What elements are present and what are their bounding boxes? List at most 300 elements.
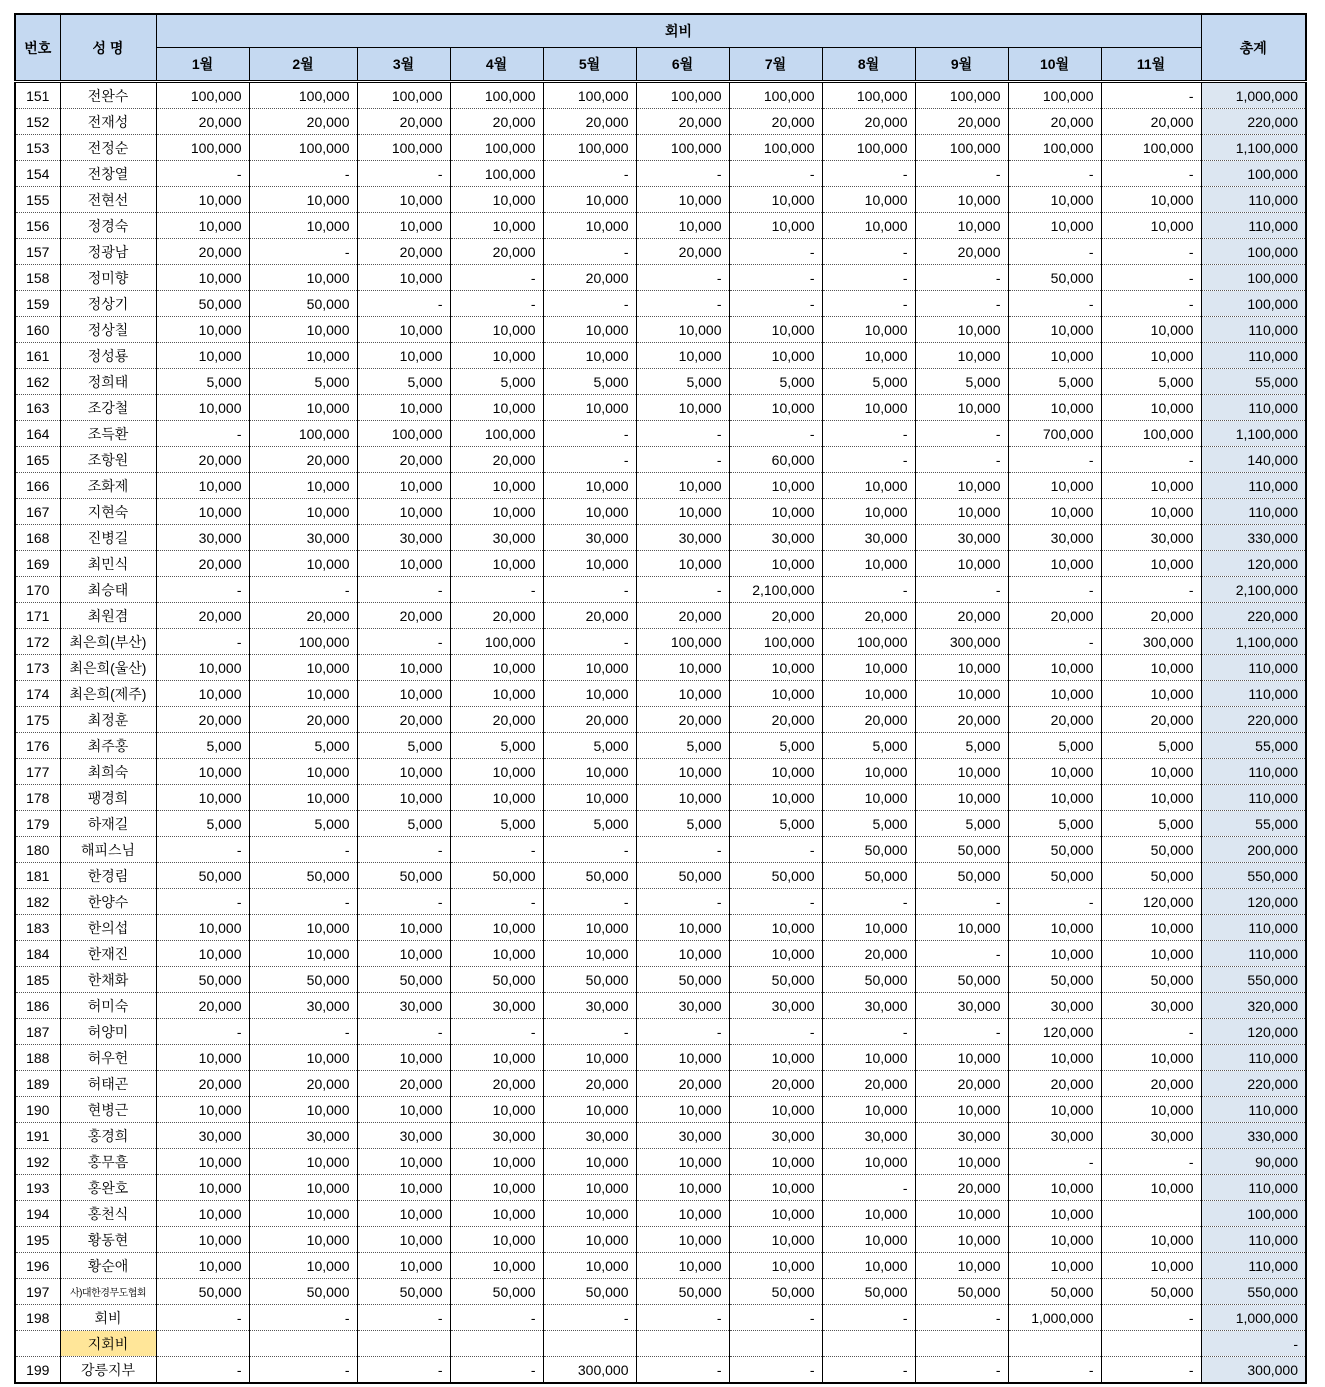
cell-month-6[interactable]: 10,000 — [636, 1045, 729, 1071]
cell-month-6[interactable]: 50,000 — [636, 1279, 729, 1305]
cell-month-9[interactable]: 10,000 — [915, 213, 1008, 239]
cell-month-8[interactable]: 20,000 — [822, 109, 915, 135]
cell-month-1[interactable]: 10,000 — [156, 187, 249, 213]
cell-month-3[interactable]: 100,000 — [357, 421, 450, 447]
cell-month-8[interactable]: - — [822, 447, 915, 473]
cell-month-9[interactable]: 100,000 — [915, 82, 1008, 109]
cell-month-11[interactable]: - — [1101, 1019, 1201, 1045]
cell-month-4[interactable]: 50,000 — [450, 1279, 543, 1305]
cell-total[interactable]: 110,000 — [1201, 1097, 1306, 1123]
cell-name[interactable]: 최승태 — [60, 577, 156, 603]
cell-month-10[interactable]: 20,000 — [1008, 109, 1101, 135]
cell-no[interactable] — [15, 1331, 60, 1357]
cell-month-6[interactable]: - — [636, 1357, 729, 1384]
cell-total[interactable]: 100,000 — [1201, 161, 1306, 187]
cell-month-7[interactable]: - — [729, 161, 822, 187]
cell-month-2[interactable]: 10,000 — [249, 1149, 357, 1175]
cell-month-10[interactable]: 10,000 — [1008, 473, 1101, 499]
cell-month-2[interactable]: 20,000 — [249, 1071, 357, 1097]
cell-month-6[interactable]: 10,000 — [636, 681, 729, 707]
cell-month-1[interactable]: 10,000 — [156, 1045, 249, 1071]
cell-month-3[interactable]: 10,000 — [357, 1045, 450, 1071]
cell-month-5[interactable]: 20,000 — [543, 603, 636, 629]
cell-name[interactable]: 조득환 — [60, 421, 156, 447]
cell-month-7[interactable]: 10,000 — [729, 1097, 822, 1123]
cell-month-9[interactable]: 30,000 — [915, 1123, 1008, 1149]
cell-month-9[interactable]: 30,000 — [915, 993, 1008, 1019]
cell-month-8[interactable]: - — [822, 889, 915, 915]
cell-month-9[interactable]: - — [915, 1305, 1008, 1331]
cell-name[interactable]: 정미향 — [60, 265, 156, 291]
cell-name[interactable]: 회비 — [60, 1305, 156, 1331]
cell-month-11[interactable]: 50,000 — [1101, 967, 1201, 993]
cell-month-10[interactable]: 10,000 — [1008, 343, 1101, 369]
cell-month-7[interactable]: 5,000 — [729, 733, 822, 759]
cell-month-10[interactable]: 10,000 — [1008, 1045, 1101, 1071]
cell-month-5[interactable]: 20,000 — [543, 109, 636, 135]
cell-month-9[interactable]: 20,000 — [915, 1071, 1008, 1097]
cell-no[interactable]: 152 — [15, 109, 60, 135]
cell-month-7[interactable]: 10,000 — [729, 395, 822, 421]
cell-month-2[interactable]: 10,000 — [249, 681, 357, 707]
cell-month-1[interactable]: 20,000 — [156, 109, 249, 135]
cell-name[interactable]: 한양수 — [60, 889, 156, 915]
cell-month-3[interactable]: - — [357, 837, 450, 863]
cell-month-3[interactable]: 10,000 — [357, 915, 450, 941]
cell-month-10[interactable]: - — [1008, 161, 1101, 187]
cell-month-7[interactable]: 10,000 — [729, 1253, 822, 1279]
cell-month-3[interactable]: 10,000 — [357, 785, 450, 811]
cell-month-6[interactable]: 30,000 — [636, 1123, 729, 1149]
cell-month-8[interactable]: 5,000 — [822, 733, 915, 759]
cell-no[interactable]: 191 — [15, 1123, 60, 1149]
cell-month-1[interactable]: 10,000 — [156, 1149, 249, 1175]
cell-month-8[interactable]: 20,000 — [822, 603, 915, 629]
cell-month-2[interactable]: - — [249, 161, 357, 187]
cell-name[interactable]: 정희태 — [60, 369, 156, 395]
cell-month-9[interactable]: 10,000 — [915, 1149, 1008, 1175]
cell-month-3[interactable]: 10,000 — [357, 1253, 450, 1279]
cell-month-11[interactable]: 10,000 — [1101, 1045, 1201, 1071]
cell-month-7[interactable]: 20,000 — [729, 707, 822, 733]
cell-month-4[interactable]: 10,000 — [450, 655, 543, 681]
cell-month-2[interactable]: 10,000 — [249, 1227, 357, 1253]
cell-name[interactable]: 한의섭 — [60, 915, 156, 941]
cell-total[interactable]: 550,000 — [1201, 967, 1306, 993]
cell-month-4[interactable]: 50,000 — [450, 967, 543, 993]
cell-month-4[interactable]: 10,000 — [450, 681, 543, 707]
cell-name[interactable]: 허태곤 — [60, 1071, 156, 1097]
cell-month-11[interactable]: 30,000 — [1101, 1123, 1201, 1149]
cell-month-4[interactable]: - — [450, 265, 543, 291]
cell-month-10[interactable]: - — [1008, 239, 1101, 265]
cell-month-9[interactable]: 20,000 — [915, 707, 1008, 733]
cell-month-4[interactable]: 100,000 — [450, 629, 543, 655]
cell-month-4[interactable] — [450, 1331, 543, 1357]
cell-month-7[interactable]: 20,000 — [729, 109, 822, 135]
cell-month-11[interactable]: 10,000 — [1101, 785, 1201, 811]
cell-month-11[interactable]: 10,000 — [1101, 1253, 1201, 1279]
cell-no[interactable]: 196 — [15, 1253, 60, 1279]
cell-month-11[interactable]: - — [1101, 577, 1201, 603]
cell-month-2[interactable]: 10,000 — [249, 317, 357, 343]
cell-month-2[interactable]: 5,000 — [249, 811, 357, 837]
cell-month-8[interactable]: 30,000 — [822, 1123, 915, 1149]
header-month-4[interactable]: 4월 — [450, 48, 543, 82]
cell-month-1[interactable]: 5,000 — [156, 733, 249, 759]
cell-month-5[interactable]: 10,000 — [543, 1253, 636, 1279]
cell-no[interactable]: 178 — [15, 785, 60, 811]
cell-month-7[interactable]: - — [729, 1357, 822, 1384]
cell-month-8[interactable]: 5,000 — [822, 811, 915, 837]
cell-month-10[interactable]: 10,000 — [1008, 213, 1101, 239]
cell-name[interactable]: 전창열 — [60, 161, 156, 187]
cell-month-4[interactable]: 10,000 — [450, 213, 543, 239]
cell-month-3[interactable]: 20,000 — [357, 1071, 450, 1097]
cell-month-11[interactable]: 10,000 — [1101, 187, 1201, 213]
cell-month-8[interactable]: 20,000 — [822, 941, 915, 967]
cell-month-8[interactable]: - — [822, 1357, 915, 1384]
cell-month-6[interactable]: 5,000 — [636, 733, 729, 759]
cell-no[interactable]: 182 — [15, 889, 60, 915]
cell-month-1[interactable]: 100,000 — [156, 135, 249, 161]
cell-month-5[interactable]: 20,000 — [543, 707, 636, 733]
cell-month-4[interactable]: 20,000 — [450, 109, 543, 135]
cell-month-8[interactable]: 10,000 — [822, 1097, 915, 1123]
cell-month-10[interactable]: 20,000 — [1008, 707, 1101, 733]
cell-month-4[interactable]: 5,000 — [450, 811, 543, 837]
cell-month-1[interactable]: 20,000 — [156, 239, 249, 265]
cell-month-1[interactable]: 10,000 — [156, 1253, 249, 1279]
cell-month-9[interactable]: 5,000 — [915, 811, 1008, 837]
cell-month-8[interactable]: 10,000 — [822, 213, 915, 239]
cell-month-10[interactable]: 10,000 — [1008, 551, 1101, 577]
cell-month-2[interactable]: 50,000 — [249, 1279, 357, 1305]
cell-total[interactable]: 320,000 — [1201, 993, 1306, 1019]
cell-month-5[interactable]: 10,000 — [543, 213, 636, 239]
cell-name[interactable]: 최원겸 — [60, 603, 156, 629]
cell-month-1[interactable]: - — [156, 421, 249, 447]
cell-month-5[interactable]: 50,000 — [543, 967, 636, 993]
cell-no[interactable]: 158 — [15, 265, 60, 291]
cell-month-5[interactable]: 10,000 — [543, 395, 636, 421]
cell-month-5[interactable]: 20,000 — [543, 265, 636, 291]
cell-month-2[interactable]: - — [249, 1305, 357, 1331]
cell-month-7[interactable]: 10,000 — [729, 187, 822, 213]
cell-month-4[interactable]: 30,000 — [450, 525, 543, 551]
cell-month-11[interactable] — [1101, 1201, 1201, 1227]
header-month-11[interactable]: 11월 — [1101, 48, 1201, 82]
cell-month-9[interactable]: 10,000 — [915, 915, 1008, 941]
cell-month-10[interactable]: 100,000 — [1008, 82, 1101, 109]
cell-month-6[interactable]: 10,000 — [636, 785, 729, 811]
cell-month-6[interactable]: 10,000 — [636, 759, 729, 785]
cell-month-9[interactable]: - — [915, 265, 1008, 291]
cell-month-10[interactable]: 700,000 — [1008, 421, 1101, 447]
cell-name[interactable]: 정경숙 — [60, 213, 156, 239]
cell-name[interactable]: 전재성 — [60, 109, 156, 135]
cell-month-3[interactable] — [357, 1331, 450, 1357]
cell-month-9[interactable]: 30,000 — [915, 525, 1008, 551]
cell-month-11[interactable]: 300,000 — [1101, 629, 1201, 655]
cell-month-4[interactable]: 10,000 — [450, 941, 543, 967]
header-month-9[interactable]: 9월 — [915, 48, 1008, 82]
cell-month-4[interactable]: 10,000 — [450, 1097, 543, 1123]
cell-name[interactable]: 홍경희 — [60, 1123, 156, 1149]
cell-no[interactable]: 164 — [15, 421, 60, 447]
cell-month-8[interactable]: 50,000 — [822, 967, 915, 993]
cell-month-3[interactable]: 30,000 — [357, 1123, 450, 1149]
cell-month-2[interactable]: 30,000 — [249, 1123, 357, 1149]
cell-month-8[interactable]: 50,000 — [822, 1279, 915, 1305]
cell-month-7[interactable]: 10,000 — [729, 915, 822, 941]
cell-month-5[interactable]: 10,000 — [543, 187, 636, 213]
cell-month-5[interactable]: 100,000 — [543, 135, 636, 161]
cell-month-6[interactable]: - — [636, 1305, 729, 1331]
cell-month-6[interactable]: 10,000 — [636, 187, 729, 213]
cell-month-3[interactable]: 10,000 — [357, 941, 450, 967]
cell-no[interactable]: 197 — [15, 1279, 60, 1305]
cell-no[interactable]: 180 — [15, 837, 60, 863]
cell-name[interactable]: 최민식 — [60, 551, 156, 577]
cell-month-2[interactable]: 10,000 — [249, 1175, 357, 1201]
cell-month-3[interactable]: 10,000 — [357, 655, 450, 681]
cell-month-7[interactable]: 20,000 — [729, 1071, 822, 1097]
cell-month-8[interactable]: - — [822, 291, 915, 317]
cell-month-11[interactable]: 10,000 — [1101, 1175, 1201, 1201]
cell-no[interactable]: 198 — [15, 1305, 60, 1331]
cell-month-3[interactable]: 10,000 — [357, 551, 450, 577]
cell-month-8[interactable]: - — [822, 1305, 915, 1331]
cell-month-7[interactable] — [729, 1331, 822, 1357]
cell-month-6[interactable]: 20,000 — [636, 1071, 729, 1097]
cell-month-3[interactable]: 10,000 — [357, 395, 450, 421]
cell-month-9[interactable]: - — [915, 1019, 1008, 1045]
cell-total[interactable]: 220,000 — [1201, 1071, 1306, 1097]
cell-month-7[interactable]: 60,000 — [729, 447, 822, 473]
cell-month-10[interactable]: 5,000 — [1008, 369, 1101, 395]
cell-month-11[interactable]: 10,000 — [1101, 1227, 1201, 1253]
cell-month-2[interactable]: 10,000 — [249, 551, 357, 577]
cell-total[interactable]: 110,000 — [1201, 187, 1306, 213]
cell-month-6[interactable]: - — [636, 1019, 729, 1045]
cell-total[interactable]: 1,100,000 — [1201, 629, 1306, 655]
cell-month-1[interactable]: 20,000 — [156, 603, 249, 629]
cell-total[interactable]: 110,000 — [1201, 655, 1306, 681]
cell-name[interactable]: 한재진 — [60, 941, 156, 967]
cell-month-9[interactable]: - — [915, 941, 1008, 967]
cell-month-8[interactable]: - — [822, 265, 915, 291]
cell-no[interactable]: 173 — [15, 655, 60, 681]
cell-total[interactable]: 110,000 — [1201, 941, 1306, 967]
cell-month-11[interactable]: - — [1101, 447, 1201, 473]
cell-month-2[interactable]: 10,000 — [249, 473, 357, 499]
cell-month-9[interactable]: 10,000 — [915, 551, 1008, 577]
cell-month-6[interactable]: 10,000 — [636, 213, 729, 239]
cell-month-11[interactable]: 50,000 — [1101, 863, 1201, 889]
cell-month-3[interactable]: 10,000 — [357, 499, 450, 525]
cell-name[interactable]: 현병근 — [60, 1097, 156, 1123]
cell-name[interactable]: 홍완호 — [60, 1175, 156, 1201]
cell-month-5[interactable]: - — [543, 577, 636, 603]
cell-total[interactable]: 110,000 — [1201, 213, 1306, 239]
cell-month-11[interactable]: 100,000 — [1101, 421, 1201, 447]
cell-month-3[interactable]: 10,000 — [357, 759, 450, 785]
cell-month-6[interactable]: 10,000 — [636, 1175, 729, 1201]
cell-month-6[interactable]: - — [636, 421, 729, 447]
cell-month-9[interactable]: 10,000 — [915, 317, 1008, 343]
cell-total[interactable]: 110,000 — [1201, 1175, 1306, 1201]
cell-month-6[interactable]: 10,000 — [636, 499, 729, 525]
cell-month-2[interactable]: 30,000 — [249, 993, 357, 1019]
cell-month-1[interactable]: 10,000 — [156, 681, 249, 707]
cell-month-11[interactable]: - — [1101, 1149, 1201, 1175]
cell-total[interactable]: 1,000,000 — [1201, 82, 1306, 109]
cell-name[interactable]: 황동현 — [60, 1227, 156, 1253]
cell-no[interactable]: 192 — [15, 1149, 60, 1175]
cell-month-7[interactable]: 10,000 — [729, 1227, 822, 1253]
cell-month-6[interactable]: 10,000 — [636, 395, 729, 421]
cell-total[interactable]: 550,000 — [1201, 863, 1306, 889]
cell-month-10[interactable]: 10,000 — [1008, 1201, 1101, 1227]
cell-month-5[interactable] — [543, 1331, 636, 1357]
cell-month-2[interactable]: 20,000 — [249, 109, 357, 135]
cell-month-8[interactable]: 100,000 — [822, 629, 915, 655]
cell-name[interactable]: 최은희(제주) — [60, 681, 156, 707]
cell-name[interactable]: 최은희(울산) — [60, 655, 156, 681]
cell-month-10[interactable]: 30,000 — [1008, 993, 1101, 1019]
cell-month-4[interactable]: 10,000 — [450, 1175, 543, 1201]
cell-month-2[interactable]: 5,000 — [249, 369, 357, 395]
cell-name[interactable]: 최희숙 — [60, 759, 156, 785]
cell-month-7[interactable]: 30,000 — [729, 993, 822, 1019]
cell-month-9[interactable]: 5,000 — [915, 733, 1008, 759]
cell-total[interactable]: 110,000 — [1201, 343, 1306, 369]
cell-name[interactable]: 한채화 — [60, 967, 156, 993]
cell-total[interactable]: 120,000 — [1201, 551, 1306, 577]
cell-month-8[interactable]: 20,000 — [822, 707, 915, 733]
cell-month-1[interactable]: 10,000 — [156, 265, 249, 291]
cell-month-3[interactable]: - — [357, 1019, 450, 1045]
cell-month-6[interactable]: - — [636, 889, 729, 915]
cell-month-7[interactable]: - — [729, 889, 822, 915]
header-name[interactable]: 성 명 — [60, 14, 156, 82]
cell-month-8[interactable]: 30,000 — [822, 993, 915, 1019]
cell-month-7[interactable]: 10,000 — [729, 681, 822, 707]
header-total[interactable]: 총계 — [1201, 14, 1306, 82]
cell-month-8[interactable]: 10,000 — [822, 1045, 915, 1071]
cell-month-9[interactable]: 10,000 — [915, 681, 1008, 707]
cell-month-3[interactable]: - — [357, 1305, 450, 1331]
cell-month-5[interactable]: 10,000 — [543, 499, 636, 525]
cell-month-7[interactable]: 10,000 — [729, 1045, 822, 1071]
cell-month-10[interactable]: 10,000 — [1008, 1253, 1101, 1279]
cell-total[interactable]: 1,100,000 — [1201, 135, 1306, 161]
cell-month-7[interactable]: - — [729, 239, 822, 265]
cell-month-8[interactable]: 10,000 — [822, 1227, 915, 1253]
cell-no[interactable]: 172 — [15, 629, 60, 655]
cell-month-5[interactable]: 300,000 — [543, 1357, 636, 1384]
cell-month-7[interactable]: 100,000 — [729, 629, 822, 655]
cell-month-2[interactable]: 10,000 — [249, 1097, 357, 1123]
cell-no[interactable]: 156 — [15, 213, 60, 239]
cell-month-9[interactable]: - — [915, 577, 1008, 603]
cell-no[interactable]: 181 — [15, 863, 60, 889]
cell-month-10[interactable]: 30,000 — [1008, 525, 1101, 551]
cell-month-6[interactable]: 30,000 — [636, 993, 729, 1019]
cell-month-11[interactable]: 20,000 — [1101, 707, 1201, 733]
cell-month-7[interactable]: 10,000 — [729, 343, 822, 369]
cell-month-2[interactable]: 100,000 — [249, 82, 357, 109]
cell-month-7[interactable]: 5,000 — [729, 369, 822, 395]
cell-month-1[interactable]: 10,000 — [156, 317, 249, 343]
cell-month-5[interactable]: 5,000 — [543, 811, 636, 837]
cell-month-2[interactable]: 50,000 — [249, 863, 357, 889]
cell-month-3[interactable]: - — [357, 577, 450, 603]
cell-month-4[interactable]: 30,000 — [450, 993, 543, 1019]
cell-month-7[interactable]: - — [729, 1305, 822, 1331]
cell-month-5[interactable]: 50,000 — [543, 1279, 636, 1305]
cell-month-10[interactable]: 20,000 — [1008, 603, 1101, 629]
cell-total[interactable]: 55,000 — [1201, 369, 1306, 395]
cell-month-8[interactable]: - — [822, 161, 915, 187]
cell-month-2[interactable]: 10,000 — [249, 187, 357, 213]
cell-month-6[interactable]: 20,000 — [636, 707, 729, 733]
cell-month-6[interactable]: 30,000 — [636, 525, 729, 551]
cell-month-11[interactable]: 5,000 — [1101, 733, 1201, 759]
cell-month-11[interactable]: 10,000 — [1101, 1097, 1201, 1123]
cell-month-5[interactable]: 10,000 — [543, 1201, 636, 1227]
cell-month-6[interactable]: 10,000 — [636, 551, 729, 577]
cell-month-4[interactable]: - — [450, 291, 543, 317]
cell-month-4[interactable]: 100,000 — [450, 421, 543, 447]
cell-month-6[interactable]: 50,000 — [636, 967, 729, 993]
cell-name[interactable]: 지현숙 — [60, 499, 156, 525]
cell-month-6[interactable] — [636, 1331, 729, 1357]
cell-month-7[interactable]: 50,000 — [729, 1279, 822, 1305]
cell-month-10[interactable]: 50,000 — [1008, 1279, 1101, 1305]
cell-month-11[interactable]: - — [1101, 265, 1201, 291]
cell-month-7[interactable]: 10,000 — [729, 473, 822, 499]
cell-no[interactable]: 159 — [15, 291, 60, 317]
cell-month-4[interactable]: 10,000 — [450, 1149, 543, 1175]
cell-total[interactable]: 110,000 — [1201, 681, 1306, 707]
cell-month-9[interactable]: - — [915, 1357, 1008, 1384]
cell-month-2[interactable]: 10,000 — [249, 265, 357, 291]
cell-total[interactable]: 110,000 — [1201, 1045, 1306, 1071]
cell-month-5[interactable]: 10,000 — [543, 343, 636, 369]
cell-name[interactable]: 팽경희 — [60, 785, 156, 811]
cell-no[interactable]: 165 — [15, 447, 60, 473]
cell-month-8[interactable]: 10,000 — [822, 499, 915, 525]
cell-month-3[interactable]: 5,000 — [357, 733, 450, 759]
cell-month-8[interactable]: 30,000 — [822, 525, 915, 551]
cell-total[interactable]: - — [1201, 1331, 1306, 1357]
cell-month-9[interactable]: - — [915, 161, 1008, 187]
cell-month-4[interactable]: 10,000 — [450, 1253, 543, 1279]
cell-month-1[interactable]: 50,000 — [156, 291, 249, 317]
cell-month-8[interactable]: 100,000 — [822, 135, 915, 161]
cell-month-10[interactable]: 10,000 — [1008, 1227, 1101, 1253]
cell-month-1[interactable]: 10,000 — [156, 499, 249, 525]
cell-no[interactable]: 195 — [15, 1227, 60, 1253]
cell-month-8[interactable]: 10,000 — [822, 681, 915, 707]
cell-no[interactable]: 176 — [15, 733, 60, 759]
cell-month-1[interactable]: 20,000 — [156, 551, 249, 577]
cell-month-9[interactable]: 50,000 — [915, 967, 1008, 993]
cell-month-7[interactable]: 10,000 — [729, 1201, 822, 1227]
cell-month-8[interactable]: 10,000 — [822, 759, 915, 785]
